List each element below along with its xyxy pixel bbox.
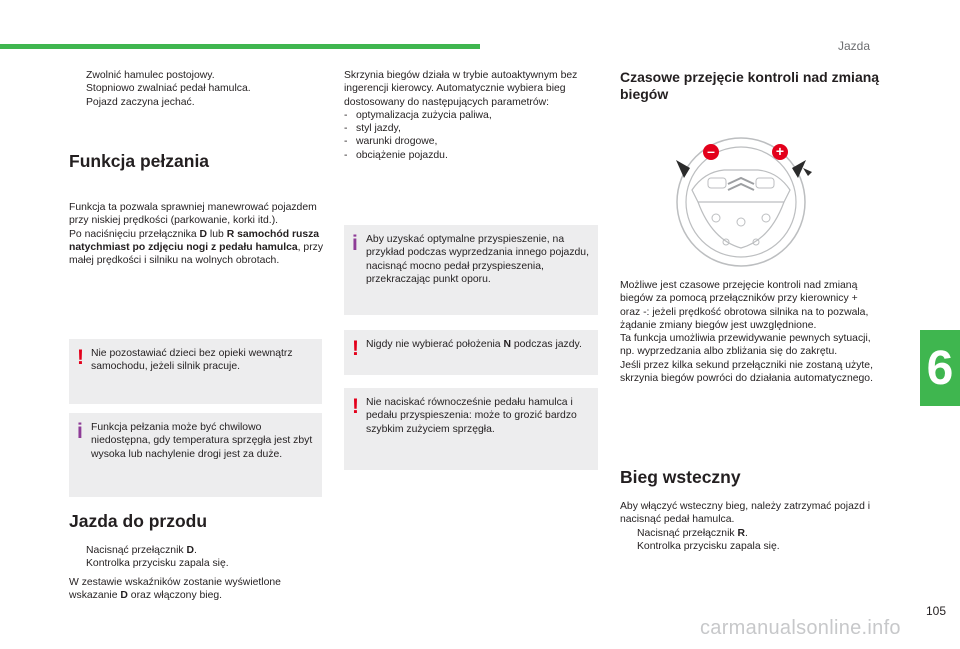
manual-mode-text: Możliwe jest czasowe przejęcie kontroli nad zmianą biegów za pomocą przełączników przy kierownicy + oraz -: jeżeli prędkość obrotowa silnika na to pozwala, żądanie zmiany biegów jest uwzględnione. Ta funkcja umożliwia przewidywanie pewnych sytuacji, np. wyprzedzania albo zbliżania się do zakrętu. Jeśli przez kilka sekund przełączniki nie zostaną użyte, skrzynia biegów powróci do działania automatycznego. [620, 280, 873, 385]
chapter-number: 6 [926, 341, 954, 395]
forward-text: Nacisnąć przełącznik D. Kontrolka przycisku zapala się. W zestawie wskaźników zostanie wyświetlone wskazanie D oraz włączony bieg. [69, 544, 321, 602]
list-item: Stopniowo zwalniać pedał hamulca. [69, 82, 321, 95]
step-bullet-icon [620, 527, 637, 540]
list-item: Nacisnąć przełącznik R. [620, 527, 875, 540]
warning-icon: ! [352, 395, 359, 418]
warning-box-pedals: ! Nie naciskać równocześnie pedału hamulca i pedału przyspieszenia: może to grozić bardzo szybkim zużyciem sprzęgła. [344, 388, 598, 470]
info-box-creep: i Funkcja pełzania może być chwilowo niedostępna, gdy temperatura sprzęgła jest zbyt wysoka lub nachylenie drogi jest za duże. [69, 413, 322, 497]
list-item: - warunki drogowe, [344, 136, 438, 148]
list-item: - obciążenie pojazdu. [344, 149, 448, 161]
section-label: Jazda [838, 39, 871, 53]
paddle-minus-icon: – [703, 144, 719, 160]
step-bullet-icon [69, 82, 86, 95]
left-intro: Zwolnić hamulec postojowy. Stopniowo zwalniać pedał hamulca. Pojazd zaczyna jechać. [69, 69, 321, 109]
list-item: Nacisnąć przełącznik D. [69, 544, 321, 557]
creep-text: Funkcja ta pozwala sprawniej manewrować pojazdem przy niskiej prędkości (parkowanie, korki itd.). Po naciśnięciu przełącznika D lub R samochód rusza natychmiast po zdjęciu nogi z pedału hamulca, przy małej prędkości i silniku na wolnych obrotach. [69, 202, 324, 267]
list-item: - styl jazdy, [344, 123, 401, 135]
info-box-acceleration: i Aby uzyskać optymalne przyspieszenie, na przykład podczas wyprzedzania innego pojazdu, nacisnąć mocno pedał przyspieszenia, przekraczając punkt oporu. [344, 225, 598, 315]
step-bullet-icon [69, 69, 86, 82]
list-item: Zwolnić hamulec postojowy. [69, 69, 321, 82]
steering-wheel-illustration [656, 130, 826, 270]
paddle-plus-icon: + [772, 144, 788, 160]
warning-icon: ! [352, 337, 359, 360]
warning-box-children: ! Nie pozostawiać dzieci bez opieki wewnątrz samochodu, jeżeli silnik pracuje. [69, 339, 322, 404]
gearbox-text: Skrzynia biegów działa w trybie autoaktywnym bez ingerencji kierowcy. Automatycznie wybiera bieg dostosowany do następujących parametrów: - optymalizacja zużycia paliwa, - styl jazdy, - warunki drogowe, - obciążenie pojazdu. [344, 69, 600, 162]
warning-box-neutral: ! Nigdy nie wybierać położenia N podczas jazdy. [344, 330, 598, 375]
list-item: - optymalizacja zużycia paliwa, [344, 109, 492, 121]
forward-title: Jazda do przodu [69, 511, 208, 531]
warning-icon: ! [77, 346, 84, 369]
reverse-text: Aby włączyć wsteczny bieg, należy zatrzymać pojazd i nacisnąć pedał hamulca. Nacisnąć przełącznik R. Kontrolka przycisku zapala się. [620, 500, 875, 553]
watermark: carmanualsonline.info [700, 617, 901, 639]
steering-wheel-icon [656, 130, 826, 270]
info-icon: i [77, 420, 83, 443]
reverse-title: Bieg wsteczny [620, 467, 741, 487]
chapter-color-bar [0, 44, 480, 49]
step-bullet-icon [69, 544, 86, 557]
creep-title: Funkcja pełzania [69, 151, 210, 171]
chapter-tab [920, 330, 960, 406]
manual-mode-title: Czasowe przejęcie kontroli nad zmianą biegów [620, 69, 880, 102]
info-icon: i [352, 232, 358, 255]
page-number: 105 [925, 604, 946, 618]
